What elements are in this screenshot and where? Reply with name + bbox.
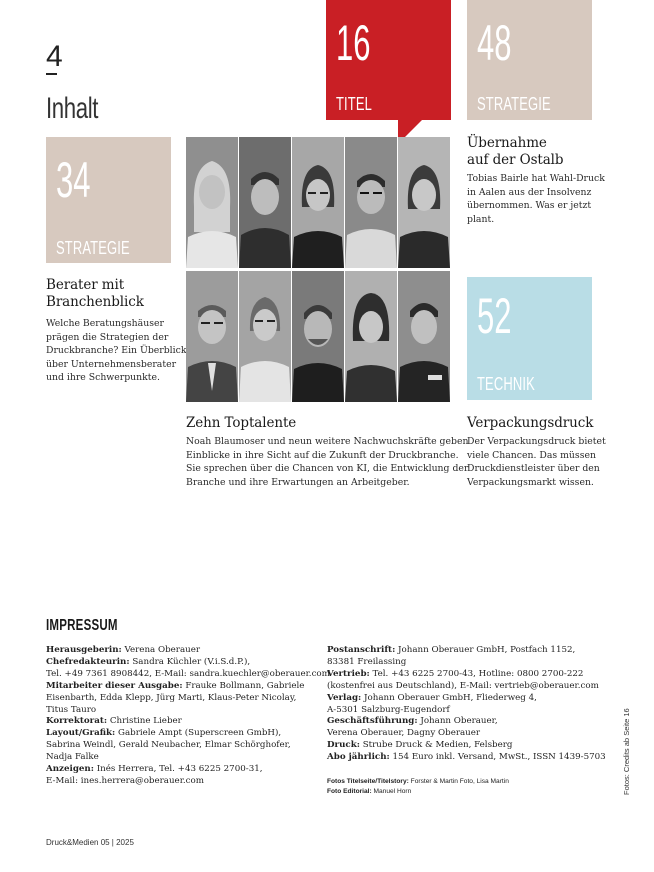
article-teaser-berater: Welche Beratungshäuser prägen die Strategien der Druckbranche? Ein Überblick über Unternehmensberater und ihre Schwerpunkte. bbox=[46, 318, 187, 384]
article-teaser-toptalente: Noah Blaumoser und neun weitere Nachwuchskräfte geben Einblicke in ihre Sicht auf die Zukunft der Druckbranche. Sie sprechen über die Chancen von KI, die Entwicklung der Branche und ihre Erwartungen an Arbeitgeber. bbox=[186, 436, 469, 488]
tile-titel-16[interactable] bbox=[326, 0, 451, 120]
tile-page-number: 52 bbox=[477, 288, 512, 344]
tile-page-number: 48 bbox=[477, 15, 512, 71]
section-title: Inhalt bbox=[46, 92, 99, 125]
portrait-photo bbox=[239, 137, 291, 268]
article-headline-berater[interactable]: Berater mit Branchenblick bbox=[46, 277, 144, 310]
portrait-photo bbox=[292, 137, 344, 268]
portrait-photo bbox=[239, 271, 291, 402]
photo-credits: Fotos Titelseite/Titelstory: Forster & Martin Foto, Lisa Martin Foto Editorial: Manuel Horn bbox=[327, 778, 509, 795]
portrait-photo bbox=[345, 271, 397, 402]
article-teaser-uebernahme: Tobias Bairle hat Wahl-Druck in Aalen aus der Insolvenz übernommen. Was er jetzt plant. bbox=[467, 173, 605, 225]
tile-category: TECHNIK bbox=[477, 374, 535, 394]
tile-technik-52[interactable] bbox=[467, 277, 592, 400]
article-headline-verpackung[interactable]: Verpackungsdruck bbox=[467, 415, 594, 431]
article-headline-toptalente[interactable]: Zehn Toptalente bbox=[186, 415, 297, 431]
portrait-photo bbox=[186, 137, 238, 268]
footer-issue-label: Druck&Medien 05 | 2025 bbox=[46, 838, 134, 847]
tile-category: STRATEGIE bbox=[477, 94, 551, 114]
tile-category: TITEL bbox=[336, 94, 373, 114]
side-photo-credit: Fotos: Credits ab Seite 16 bbox=[622, 708, 631, 795]
impressum-left-column: Herausgeberin: Verena Oberauer Chefredakteurin: Sandra Küchler (V.i.S.d.P.), Tel. +49 7361 8908442, E-Mail: sandra.kuechler@oberauer.com Mitarbeiter dieser Ausgabe: Frauke Bollmann, Gabriele Eisenbarth, Edda Klepp, Jürg Marti, Klaus-Peter Nicolay, Titus Tauro Korrektorat: Christine Lieber Layout/Grafik: Gabriele Ampt (Superscreen GmbH), Sabrina Weindl, Gerald Neubacher, Elmar Schörghofer, Nadja Falke Anzeigen: Inés Herrera, Tel. +43 6225 2700-31, E-Mail: ines.herrera@oberauer.com bbox=[46, 645, 330, 786]
portrait-photo bbox=[345, 137, 397, 268]
article-teaser-verpackung: Der Verpackungsdruck bietet viele Chancen. Das müssen Druckdienstleister über den Verpackungsmarkt wissen. bbox=[467, 436, 606, 488]
impressum-title: IMPRESSUM bbox=[46, 617, 118, 634]
tile-page-number: 34 bbox=[56, 152, 91, 208]
portrait-photo bbox=[398, 137, 450, 268]
page-number-underline bbox=[46, 73, 57, 75]
portrait-photo bbox=[398, 271, 450, 402]
tile-page-number: 16 bbox=[336, 15, 371, 71]
tile-strategie-34[interactable] bbox=[46, 137, 171, 263]
portrait-photo bbox=[292, 271, 344, 402]
page-number: 4 bbox=[46, 40, 63, 73]
tile-strategie-48[interactable] bbox=[467, 0, 592, 120]
impressum-right-column: Postanschrift: Johann Oberauer GmbH, Postfach 1152, 83381 Freilassing Vertrieb: Tel. +43 6225 2700-43, Hotline: 0800 2700-222 (kostenfrei aus Deutschland), E-Mail: vertrieb@oberauer.com Verlag: Johann Oberauer GmbH, Fliederweg 4, A-5301 Salzburg-Eugendorf Geschäftsführung: Johann Oberauer, Verena Oberauer, Dagny Oberauer Druck: Strube Druck & Medien, Felsberg Abo jährlich: 154 Euro inkl. Versand, MwSt., ISSN 1439-5703 bbox=[327, 645, 606, 763]
portrait-photo bbox=[186, 271, 238, 402]
talent-photo-grid[interactable] bbox=[186, 137, 452, 402]
tile-category: STRATEGIE bbox=[56, 238, 130, 258]
article-headline-uebernahme[interactable]: Übernahme auf der Ostalb bbox=[467, 135, 564, 168]
